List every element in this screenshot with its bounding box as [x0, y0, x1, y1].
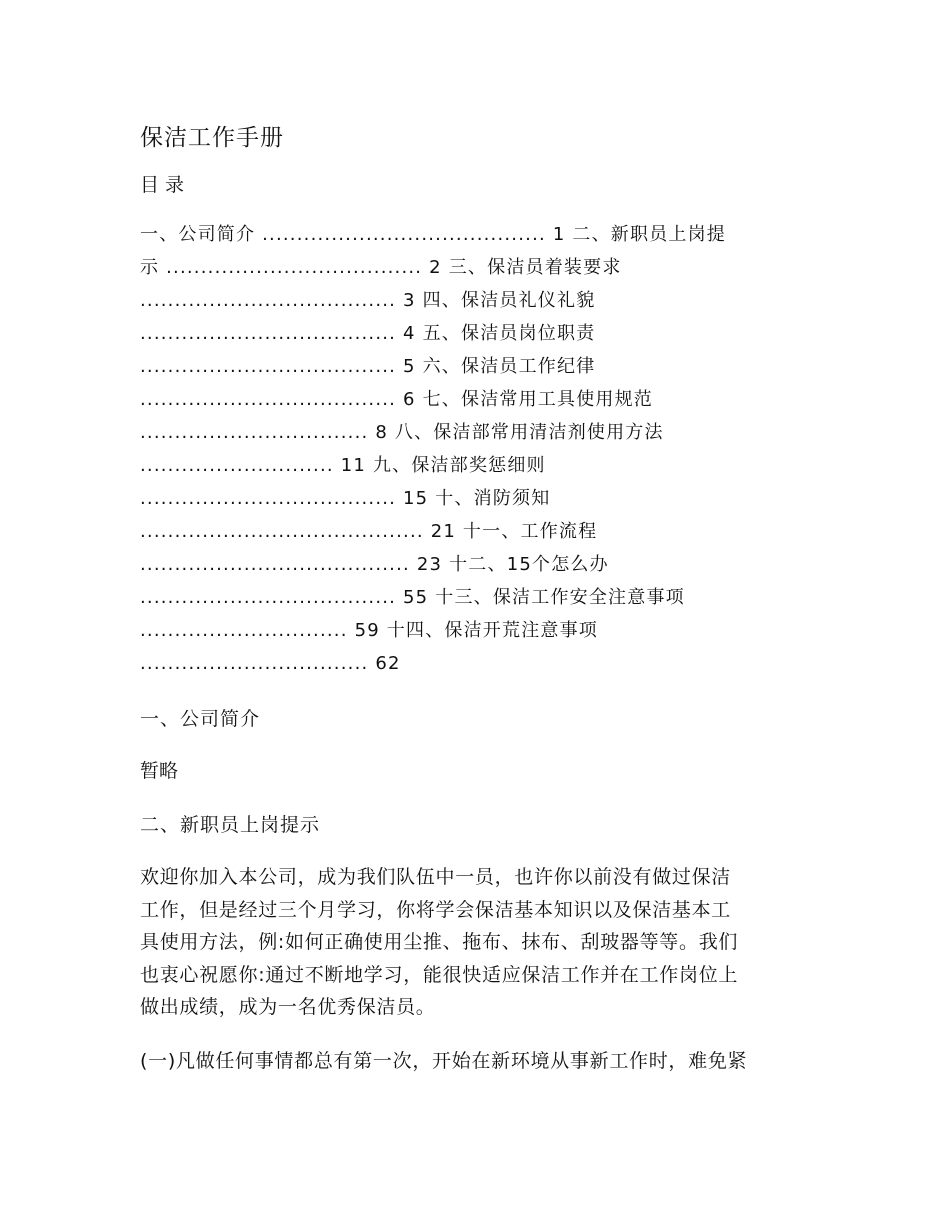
toc-heading: 目 录 — [140, 174, 185, 196]
table-of-contents — [140, 218, 820, 680]
toc-line: ......................................... 21 十一、工作流程 — [140, 521, 598, 542]
section-body-company-intro: 暂略 — [140, 760, 179, 782]
toc-line: .............................. 59 十四、保洁开荒注意事项 — [140, 620, 598, 641]
paragraph-line: 工作，但是经过三个月学习，你将学会保洁基本知识以及保洁基本工 — [140, 898, 732, 921]
toc-line: ..................................... 5 六、保洁员工作纪律 — [140, 356, 596, 377]
paragraph-line: 也衷心祝愿你:通过不断地学习，能很快适应保洁工作并在工作岗位上 — [140, 963, 739, 986]
first-time-paragraph — [140, 1045, 820, 1078]
toc-line: ..................................... 4 五、保洁员岗位职责 — [140, 323, 596, 344]
section-heading-company-intro: 一、公司简介 — [140, 708, 261, 730]
welcome-paragraph — [140, 861, 820, 1024]
toc-line: ..................................... 3 四、保洁员礼仪礼貌 — [140, 290, 596, 311]
toc-line: ..................................... 15 十、消防须知 — [140, 488, 551, 509]
section-heading-new-staff-tips: 二、新职员上岗提示 — [140, 814, 321, 836]
toc-line: ................................. 62 — [140, 653, 401, 674]
paragraph-line: 具使用方法，例:如何正确使用尘推、拖布、抹布、刮玻器等等。我们 — [140, 931, 739, 953]
toc-line: ....................................... 23 十二、15个怎么办 — [140, 554, 609, 575]
document-page — [140, 118, 820, 1077]
toc-line: ..................................... 6 七、保洁常用工具使用规范 — [140, 389, 653, 410]
paragraph-line: 欢迎你加入本公司，成为我们队伍中一员，也许你以前没有做过保洁 — [140, 866, 732, 888]
document-title: 保洁工作手册 — [140, 125, 284, 151]
toc-line: 示 ..................................... 2 三、保洁员着装要求 — [140, 257, 622, 278]
toc-line: ..................................... 55 十三、保洁工作安全注意事项 — [140, 587, 685, 608]
paragraph-line: 做出成绩，成为一名优秀保洁员。 — [140, 996, 436, 1018]
toc-line: ............................ 11 九、保洁部奖惩细则 — [140, 455, 546, 476]
toc-line: ................................. 8 八、保洁部常用清洁剂使用方法 — [140, 422, 664, 443]
paragraph-line: (一)凡做任何事情都总有第一次，开始在新环境从事新工作时，难免紧 — [140, 1049, 748, 1072]
toc-line: 一、公司简介 ......................................... 1 二、新职员上岗提 — [140, 224, 727, 245]
